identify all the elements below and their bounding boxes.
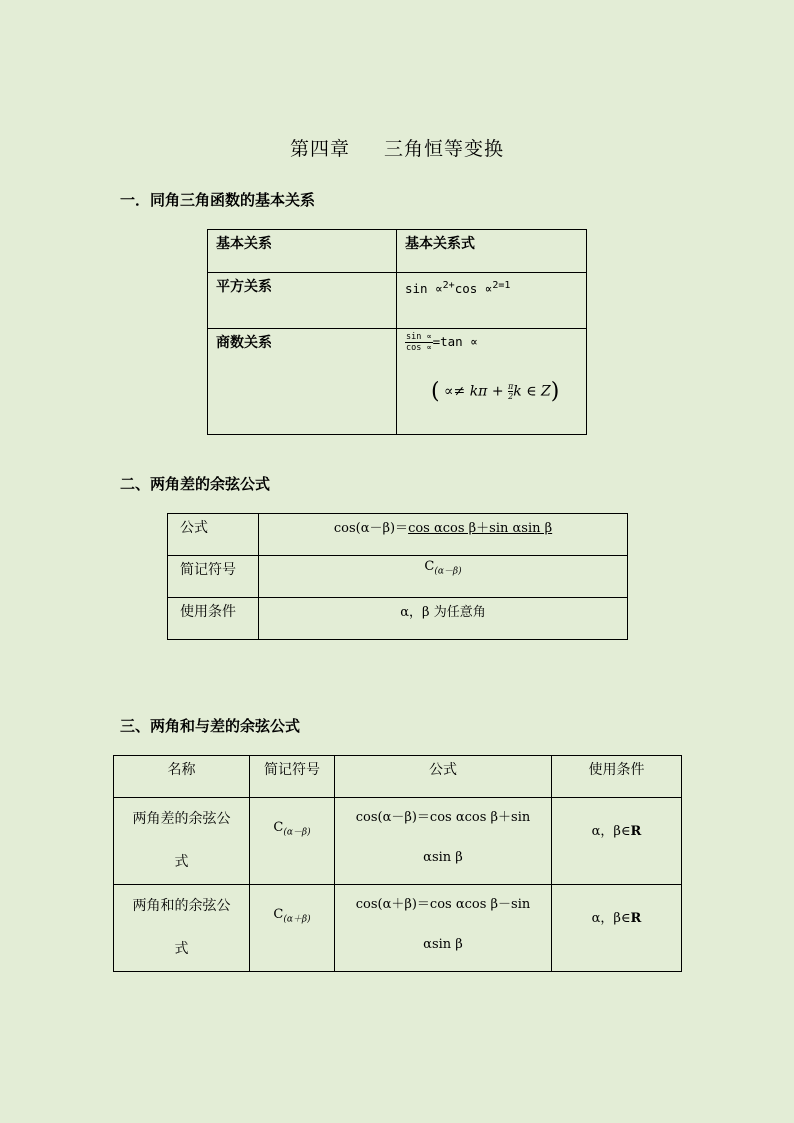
header-condition: 使用条件 <box>552 756 682 798</box>
row-sum-formula: cos(α＋β)＝cos αcos β－sin αsin β <box>335 885 552 972</box>
label-symbol: 简记符号 <box>168 556 259 598</box>
tan-term: =tan ∝ <box>432 334 478 349</box>
row-sum-condition: α，β∈R <box>552 885 682 972</box>
header-formula: 公式 <box>335 756 552 798</box>
sq-1: 2+ <box>442 280 455 291</box>
symbol-cell: $C_{(\alpha-\beta)}$ <box>259 556 628 598</box>
difference-cosine-table <box>167 513 628 640</box>
row-sum-symbol: $C_{(\alpha+\beta)}$ <box>250 885 335 972</box>
cos-term: cos ∝ <box>454 281 493 297</box>
sin-term: sin ∝ <box>405 281 443 297</box>
formula-cell: cos(α－β)＝cos αcos β＋sin αsin β <box>259 514 628 556</box>
condition-cell: α，β 为任意角 <box>259 598 628 640</box>
label-formula: 公式 <box>168 514 259 556</box>
row-quotient-relation-name: 商数关系 <box>208 329 397 435</box>
label-condition: 使用条件 <box>168 598 259 640</box>
header-name: 名称 <box>114 756 250 798</box>
section-1-heading: 一．同角三角函数的基本关系 <box>120 191 316 209</box>
row-diff-symbol: $C_{(\alpha-\beta)}$ <box>250 798 335 885</box>
chapter-number: 第四章 <box>289 138 350 160</box>
row-diff-condition: α，β∈R <box>552 798 682 885</box>
sum-difference-cosine-table <box>113 755 682 972</box>
basic-relations-table <box>207 229 587 435</box>
row-square-relation-name: 平方关系 <box>208 273 397 329</box>
row-square-relation-formula <box>397 273 587 329</box>
row-diff-formula: cos(α－β)＝cos αcos β＋sin αsin β <box>335 798 552 885</box>
header-basic-formula: 基本关系式 <box>397 230 587 273</box>
row-diff-name: 两角差的余弦公 式 <box>114 798 250 885</box>
sin-over-cos: $\frac{\sin \propto}{\cos \propto}$ <box>406 332 432 353</box>
row-quotient-relation-formula <box>397 329 587 435</box>
row-sum-name: 两角和的余弦公 式 <box>114 885 250 972</box>
header-basic-relation: 基本关系 <box>208 230 397 273</box>
header-symbol: 简记符号 <box>250 756 335 798</box>
section-2-heading: 二、两角差的余弦公式 <box>120 475 271 493</box>
chapter-name: 三角恒等变换 <box>384 138 505 160</box>
page-title <box>0 134 794 161</box>
sq-2: 2=1 <box>492 280 511 291</box>
section-3-heading: 三、两角和与差的余弦公式 <box>120 717 301 735</box>
quotient-condition: ( ∝≠ kπ + $\frac{\pi}{2}$ k ∈ Z) <box>431 379 560 404</box>
